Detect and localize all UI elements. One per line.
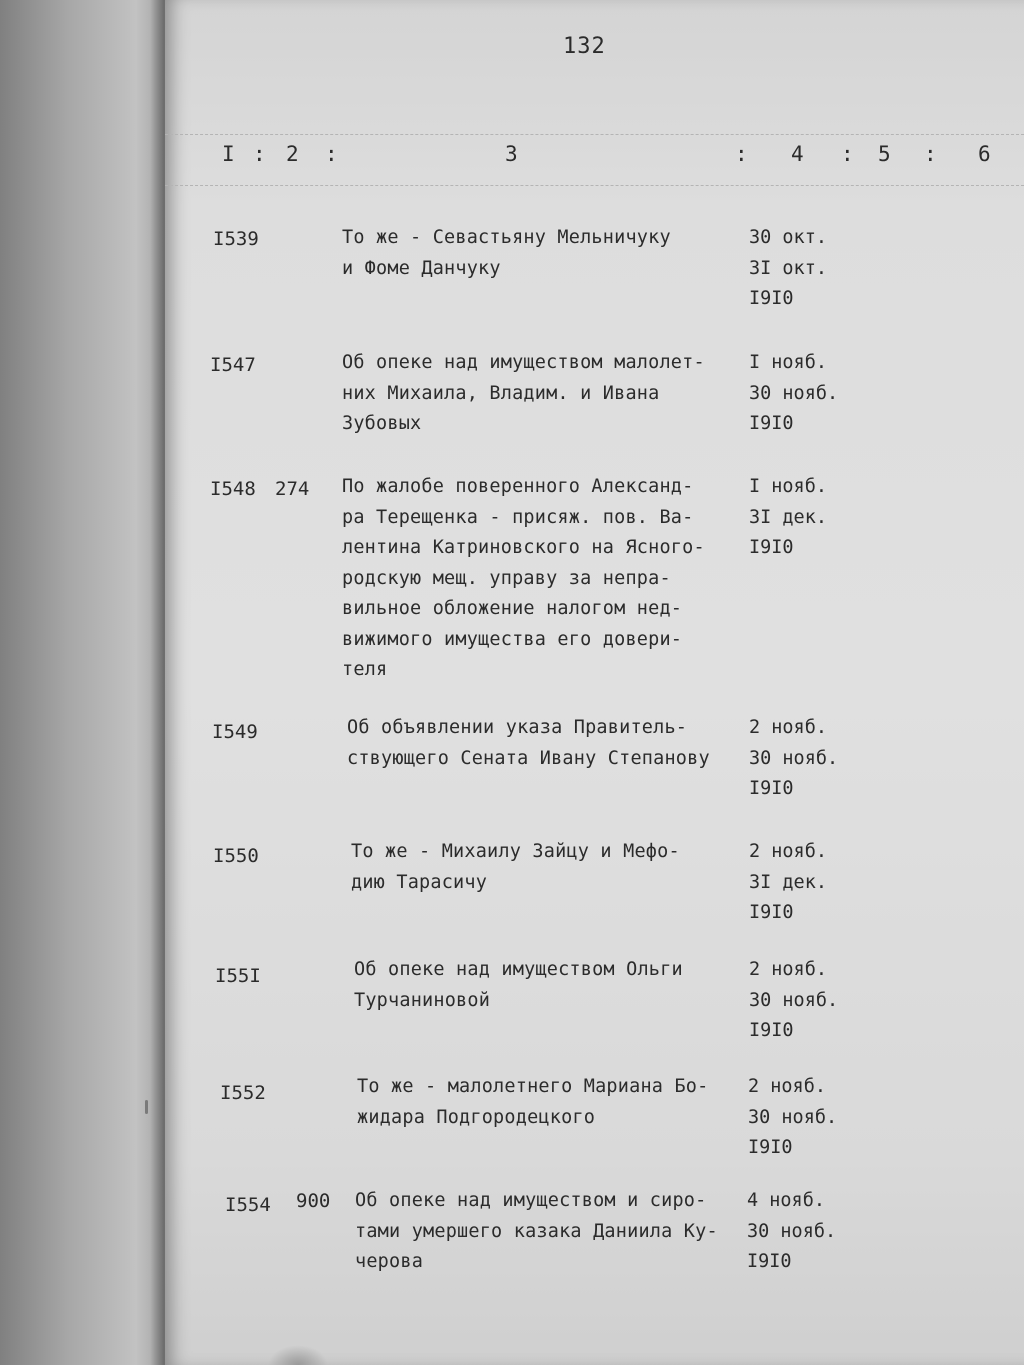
description-line: ра Терещенка - присяж. пов. Ва-: [342, 506, 694, 528]
date-end: 30 нояб.: [749, 382, 839, 404]
entry-number: I55I: [215, 965, 261, 987]
date-year: I9I0: [749, 902, 794, 923]
date-end: 30 нояб.: [749, 747, 839, 769]
entry-dates: [747, 1186, 836, 1278]
header-col-1: I: [222, 142, 235, 166]
paper-speck: [145, 1100, 148, 1114]
entry-dates: [749, 223, 827, 315]
date-year: I9I0: [749, 413, 794, 434]
description-line: Об опеке над имуществом и сиро-: [355, 1190, 707, 1211]
entry-dates: [749, 713, 838, 805]
header-separator-5: :: [924, 142, 937, 166]
description-line: Зубовых: [342, 413, 422, 434]
date-year: I9I0: [749, 537, 794, 558]
header-rule-top: [165, 134, 1024, 135]
date-start: 30 окт.: [749, 227, 827, 248]
date-end: 30 нояб.: [748, 1106, 838, 1128]
date-year: I9I0: [749, 288, 794, 309]
page-number: 132: [563, 34, 606, 59]
header-rule-bottom: [165, 185, 1024, 186]
description-line: То же - малолетнего Мариана Бо-: [357, 1076, 709, 1097]
date-start: 4 нояб.: [747, 1190, 825, 1211]
date-start: 2 нояб.: [749, 717, 827, 738]
entry-description: [354, 955, 754, 1016]
description-line: вижимого имущества его довери-: [342, 628, 683, 650]
description-line: Об опеке над имуществом Ольги: [354, 959, 683, 980]
left-page-edge: [0, 0, 170, 1365]
description-line: тами умершего казака Даниила Ку-: [355, 1220, 718, 1242]
header-separator-4: :: [841, 142, 854, 166]
entry-description: [347, 713, 747, 774]
date-start: 2 нояб.: [749, 959, 827, 980]
date-year: I9I0: [747, 1251, 792, 1272]
column-header-row: [165, 142, 1024, 178]
header-col-4: 4: [791, 142, 804, 166]
date-end: 30 нояб.: [749, 989, 839, 1011]
date-end: 30 нояб.: [747, 1220, 837, 1242]
entry-sub-number: 274: [275, 478, 310, 500]
description-line: лентина Катриновского на Ясного-: [342, 537, 705, 558]
date-end: 3I дек.: [749, 506, 827, 528]
date-start: 2 нояб.: [749, 841, 827, 862]
description-line: вильное обложение налогом нед-: [342, 598, 683, 619]
date-year: I9I0: [748, 1137, 793, 1158]
description-line: То же - Михаилу Зайцу и Мефо-: [351, 841, 680, 862]
date-year: I9I0: [749, 1020, 794, 1041]
date-start: I нояб.: [749, 476, 827, 497]
entry-number: I548: [210, 478, 256, 500]
date-year: I9I0: [749, 778, 794, 799]
header-separator-3: :: [735, 142, 748, 166]
entry-description: [357, 1072, 757, 1133]
description-line: них Михаила, Владим. и Ивана: [342, 382, 660, 404]
entry-number: I554: [225, 1194, 271, 1216]
entry-dates: [749, 472, 827, 564]
entry-number: I550: [213, 845, 259, 867]
entry-dates: [749, 955, 838, 1047]
description-line: жидара Подгородецкого: [357, 1106, 596, 1128]
entry-number: I547: [210, 354, 256, 376]
header-separator-1: :: [253, 142, 266, 166]
date-start: I нояб.: [749, 352, 827, 373]
description-line: То же - Севастьяну Мельничуку: [342, 227, 671, 248]
entry-description: [342, 348, 742, 440]
entry-dates: [749, 837, 827, 929]
entry-sub-number: 900: [296, 1190, 331, 1212]
description-line: Турчаниновой: [354, 989, 491, 1011]
description-line: дию Тарасичу: [351, 871, 488, 893]
description-line: Об опеке над имуществом малолет-: [342, 352, 705, 373]
description-line: По жалобе поверенного Александ-: [342, 476, 694, 497]
entry-description: [355, 1186, 755, 1278]
entry-number: I539: [213, 228, 259, 250]
date-end: 3I окт.: [749, 257, 827, 279]
description-line: родскую мещ. управу за непра-: [342, 567, 671, 589]
description-line: теля: [342, 659, 388, 680]
document-page: [165, 0, 1024, 1365]
header-col-2: 2: [286, 142, 299, 166]
entry-number: I552: [220, 1082, 266, 1104]
date-end: 3I дек.: [749, 871, 827, 893]
entry-description: [351, 837, 751, 898]
header-col-3: 3: [505, 142, 518, 166]
entry-description: [342, 223, 742, 284]
entry-dates: [748, 1072, 837, 1164]
entry-dates: [749, 348, 838, 440]
page-corner-shadow: [268, 1345, 328, 1365]
description-line: ствующего Сената Ивану Степанову: [347, 747, 710, 769]
description-line: черова: [355, 1251, 424, 1272]
entry-number: I549: [212, 721, 258, 743]
description-line: Об объявлении указа Правитель-: [347, 717, 688, 738]
header-col-5: 5: [878, 142, 891, 166]
header-col-6: 6: [978, 142, 991, 166]
date-start: 2 нояб.: [748, 1076, 826, 1097]
description-line: и Фоме Данчуку: [342, 257, 501, 279]
entry-description: [342, 472, 742, 686]
header-separator-2: :: [325, 142, 338, 166]
